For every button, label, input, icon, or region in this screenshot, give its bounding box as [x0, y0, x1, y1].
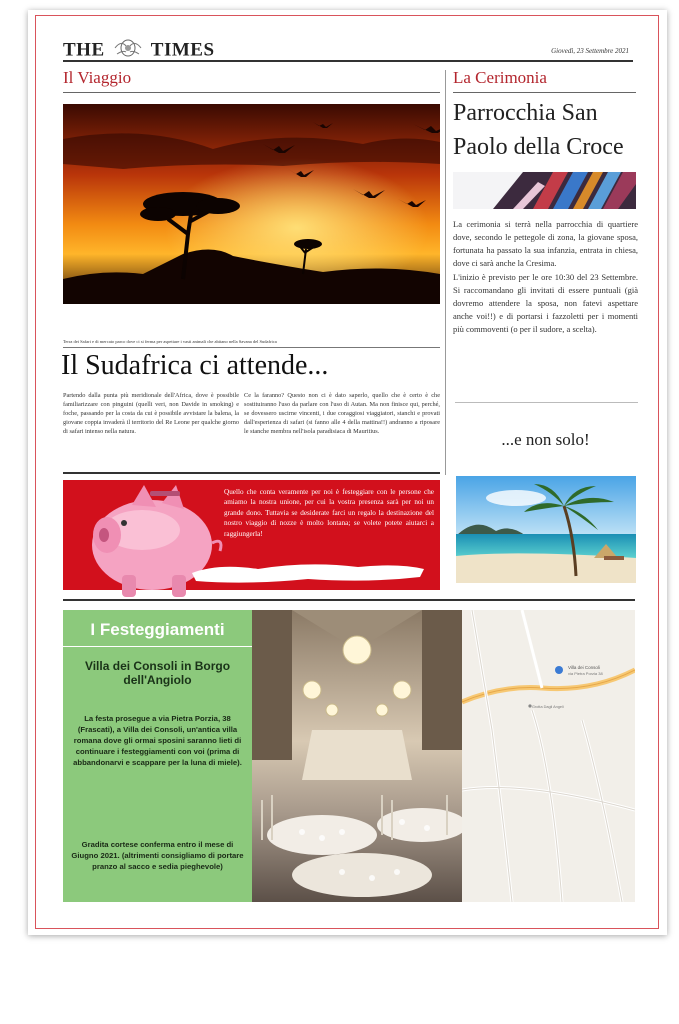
gift-message: Quello che conta veramente per noi è festeggiare con le persone che amiamo la nostra unione, per cui la vostra presenza sarà per noi un grande dono. Tuttavia se desiderate farci un regalo la destinazione del nostro viaggio di nozze è molto lontana; se volete potete aiutarci a raggiungerla!: [224, 488, 434, 538]
right-rule: [455, 402, 638, 403]
cerimonia-text-1: La cerimonia si terrà nella parrocchia di quartiere dove, secondo le pettegole di zona, la giovane sposa, fortunata ha passato la sua infanzia, entrata in chiesa, dove ci sarà anche la Cresima.: [453, 219, 638, 268]
map-pin-label: Villa dei Consoli: [568, 665, 600, 670]
masthead-times: TIMES: [150, 39, 215, 61]
cerimonia-text-2: L'inizio è previsto per le ore 10:30 del 23 Settembre. Si raccomandano gli invitati di essere puntuali (già dovremo attendere la sposa, non fatevi aspettare anche voi!!) e di portarsi i fazzoletti per i momenti più commoventi (o per il sudore, a scelta).: [453, 272, 638, 334]
newspaper-page: [28, 10, 667, 935]
e-non-solo: ...e non solo!: [501, 430, 590, 449]
photo-caption: Terra dei Safari e di mercato parco dove ci si ferma per aspettare i vasti animali che abitano nella Savana del Sudafrica: [63, 339, 277, 344]
cerimonia-rule: [453, 92, 636, 93]
white-brushstroke: [188, 557, 428, 585]
cerimonia-section-title: La Cerimonia: [453, 68, 547, 87]
venue-description: La festa prosegue a via Pietra Porzia, 38 (Frascati), a Villa dei Consoli, un'antica villa romana dove gli ormai sposini saranno lieti di continuare i festeggiamenti con voi (prima di abbandonarvi e scappare per la luna di miele).: [73, 714, 242, 767]
festeggiamenti-title: I Festeggiamenti: [90, 620, 225, 639]
headline-sudafrica: Il Sudafrica ci attende...: [61, 350, 329, 381]
viaggio-column-1: Partendo dalla punta più meridionale dell'Africa, dove è possibile familiarizzare con pinguini (quelli veri, non Davide in smoking) e foche, passando per la costa da cui è possibile avvistare la balena, la giovane coppia invaderà il territorio del Re Leone per qualche giorno di safari intenso nella natura.: [63, 392, 239, 435]
venue-map: [462, 610, 635, 902]
festeggiamenti-rule: [63, 599, 635, 601]
column-divider: [445, 70, 446, 475]
church-name: Parrocchia San Paolo della Croce: [453, 100, 624, 160]
map-place-label: Grotta Dagli Angeli: [532, 705, 564, 709]
viaggio-column-2: Ce la faranno? Questo non ci è dato saperlo, quello che è certo è che sostituiranno l'uso da parlare con l'uso di Autan. Ma non finisce qui, perché, se dovessero uscirne vincenti, i due coraggiosi viaggiatori, stanchi e provati dall'esperienza di safari (si fanno alle 4 della mattina!!) andranno a riposare le stanche membra nell'isola paradisiaca di Mauritius.: [244, 392, 440, 435]
viaggio-rule: [63, 92, 440, 93]
map-pin-address: via Pietra Porzia 38: [568, 671, 603, 676]
beach-photo: [456, 476, 636, 583]
viaggio-section-title: Il Viaggio: [63, 68, 132, 87]
banquet-hall-photo: [252, 610, 462, 902]
venue-name: Villa dei Consoli in Borgo dell'Angiolo: [84, 659, 231, 687]
rsvp-note: Gradita cortese conferma entro il mese di Giugno 2021. (altrimenti consigliamo di portare pranzo al sacco e sedia pieghevole): [71, 840, 244, 871]
caption-rule: [63, 347, 440, 348]
title-underline: [63, 646, 252, 647]
stained-glass-photo: [453, 172, 636, 209]
sunset-savanna-photo: [63, 104, 440, 304]
masthead-rule: [63, 60, 633, 62]
issue-date: Giovedì, 23 Settembre 2021: [551, 47, 629, 55]
masthead-the: THE: [63, 39, 105, 61]
